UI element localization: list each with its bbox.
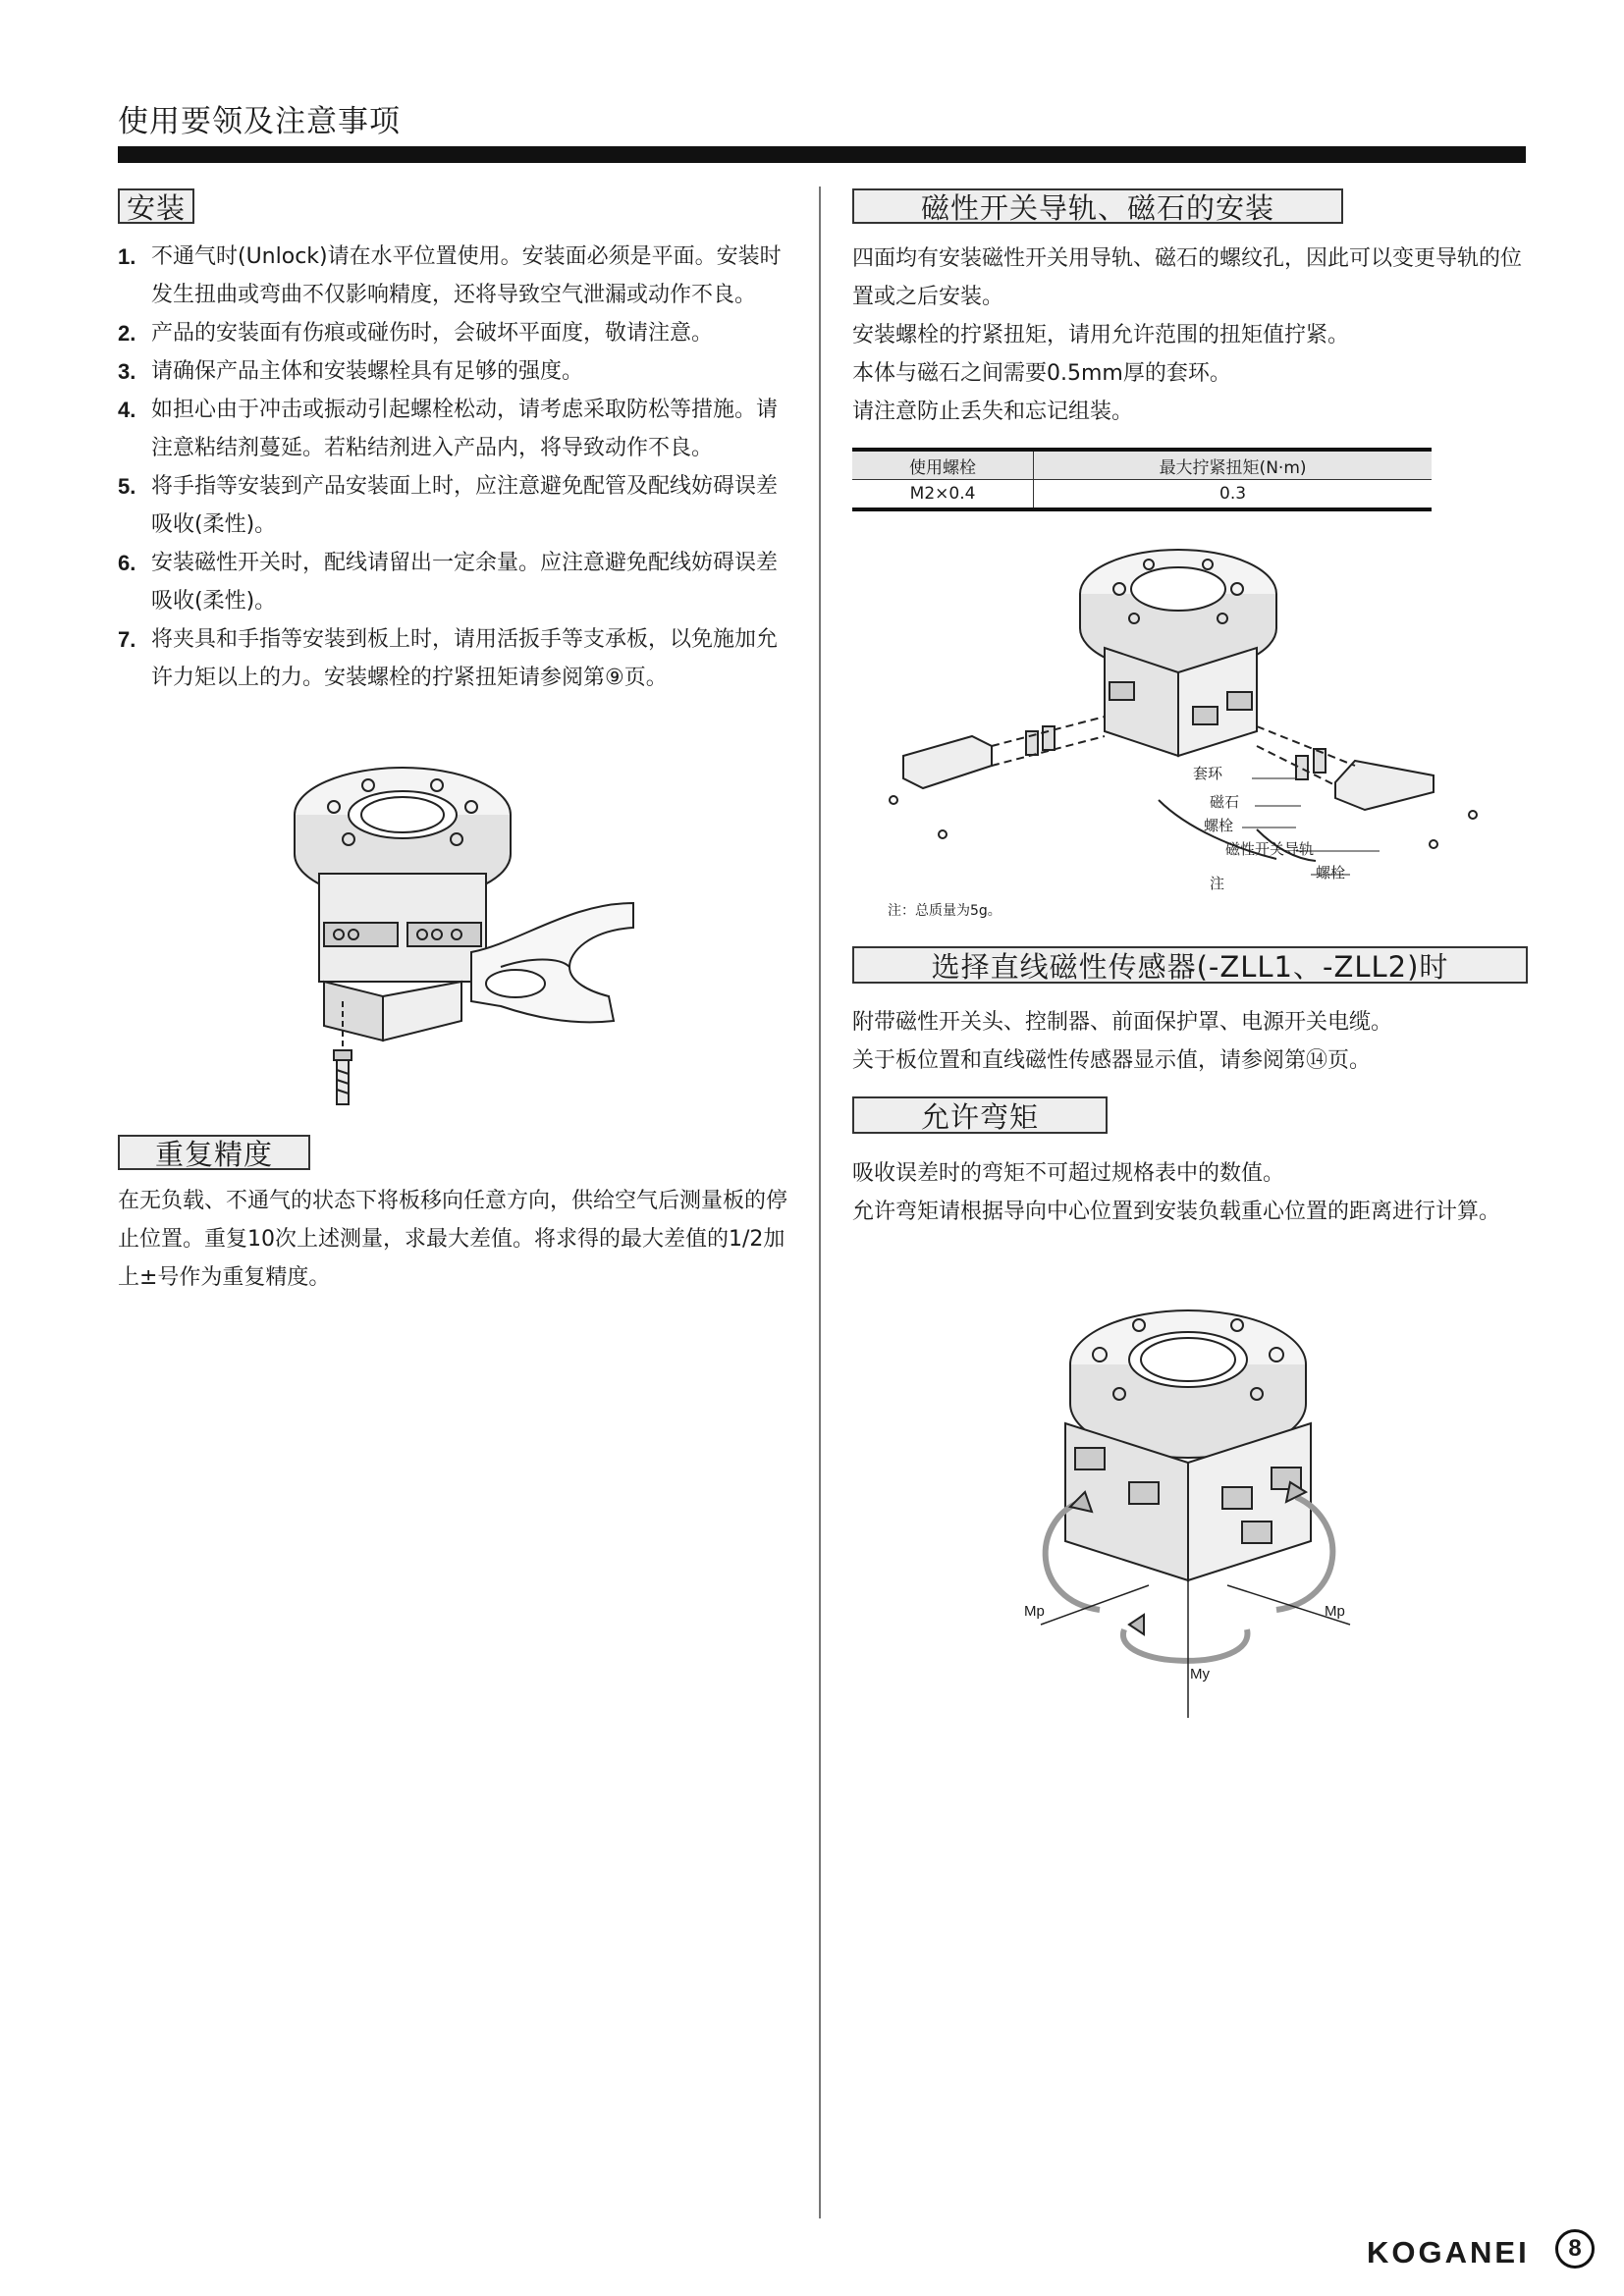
list-item: 1. 不通气时(Unlock)请在水平位置使用。安装面必须是平面。安装时发生扭曲或弯曲不仅影响精度，还将导致空气泄漏或动作不良。 [118,244,782,307]
label-mp-left: Mp [1024,1603,1045,1620]
section-heading-repeat: 重复精度 [118,1135,310,1170]
list-item: 7. 将夹具和手指等安装到板上时，请用活扳手等支承板，以免施加允许力矩以上的力。安装螺栓的拧紧扭矩请参阅第⑨页。 [118,627,779,690]
section-heading-moment: 允许弯矩 [852,1096,1108,1134]
page-number: 8 [1555,2229,1595,2269]
table-cell: 0.3 [1034,480,1432,510]
page-title: 使用要领及注意事项 [118,104,401,139]
table-cell: M2×0.4 [909,484,976,504]
moment-line-2: 允许弯矩请根据导向中心位置到安装负载重心位置的距离进行计算。 [852,1200,1501,1224]
label-note-mark: 注 [1210,875,1225,892]
list-item: 4. 如担心由于冲击或振动引起螺栓松动，请考虑采取防松等措施。请注意粘结剂蔓延。若粘结剂进入产品内，将导致动作不良。 [118,398,779,460]
section-heading-magnet: 磁性开关导轨、磁石的安装 [852,188,1343,224]
magnet-rail-figure [864,535,1492,913]
list-item: 2. 产品的安装面有伤痕或碰伤时，会破坏平面度，敬请注意。 [118,321,714,346]
label-my: My [1190,1666,1210,1682]
torque-table [852,448,1432,511]
list-item: 6. 安装磁性开关时，配线请留出一定余量。应注意避免配线妨碍误差吸收(柔性)。 [118,551,779,614]
column-divider [819,187,821,2218]
install-list [118,238,795,697]
linear-sensor-line-2: 关于板位置和直线磁性传感器显示值，请参阅第⑭页。 [852,1048,1372,1073]
section-heading-linear-sensor: 选择直线磁性传感器(-ZLL1、-ZLL2)时 [852,946,1528,984]
list-item: 3. 请确保产品主体和安装螺栓具有足够的强度。 [118,359,584,384]
label-bolt-2: 螺栓 [1316,864,1346,881]
repeat-text: 在无负载、不通气的状态下将板移向任意方向，供给空气后测量板的停止位置。重复10次上述测量，求最大差值。将求得的最大差值的1/2加上±号作为重复精度。 [118,1189,788,1290]
label-switch-rail: 磁性开关导轨 [1225,840,1315,858]
magnet-line-3: 本体与磁石之间需要0.5mm厚的套环。 [852,361,1231,386]
wrench-install-figure [275,756,638,1109]
section-heading-install: 安装 [118,188,194,224]
table-header: 最大拧紧扭矩(N·m) [1034,450,1432,480]
linear-sensor-line-1: 附带磁性开关头、控制器、前面保护罩、电源开关电缆。 [852,1010,1393,1035]
title-rule [118,146,1526,163]
list-item: 5. 将手指等安装到产品安装面上时，应注意避免配管及配线妨碍误差吸收(柔性)。 [118,474,779,537]
magnet-line-4: 请注意防止丢失和忘记组装。 [852,400,1134,424]
label-magnet: 磁石 [1210,793,1240,811]
label-bolt-1: 螺栓 [1204,817,1234,834]
label-mp-right: Mp [1325,1603,1345,1620]
brand-logo: KOGANEI [1367,2235,1530,2269]
figure-note: 注：总质量为5g。 [888,903,1001,919]
moment-figure [1011,1286,1365,1718]
moment-line-1: 吸收误差时的弯矩不可超过规格表中的数值。 [852,1161,1285,1186]
magnet-line-2: 安装螺栓的拧紧扭矩，请用允许范围的扭矩值拧紧。 [852,323,1350,347]
magnet-line-1: 四面均有安装磁性开关用导轨、磁石的螺纹孔，因此可以变更导轨的位置或之后安装。 [852,246,1523,309]
table-header: 使用螺栓 [852,450,1034,480]
table-row [852,480,1432,510]
label-collar: 套环 [1193,765,1223,782]
